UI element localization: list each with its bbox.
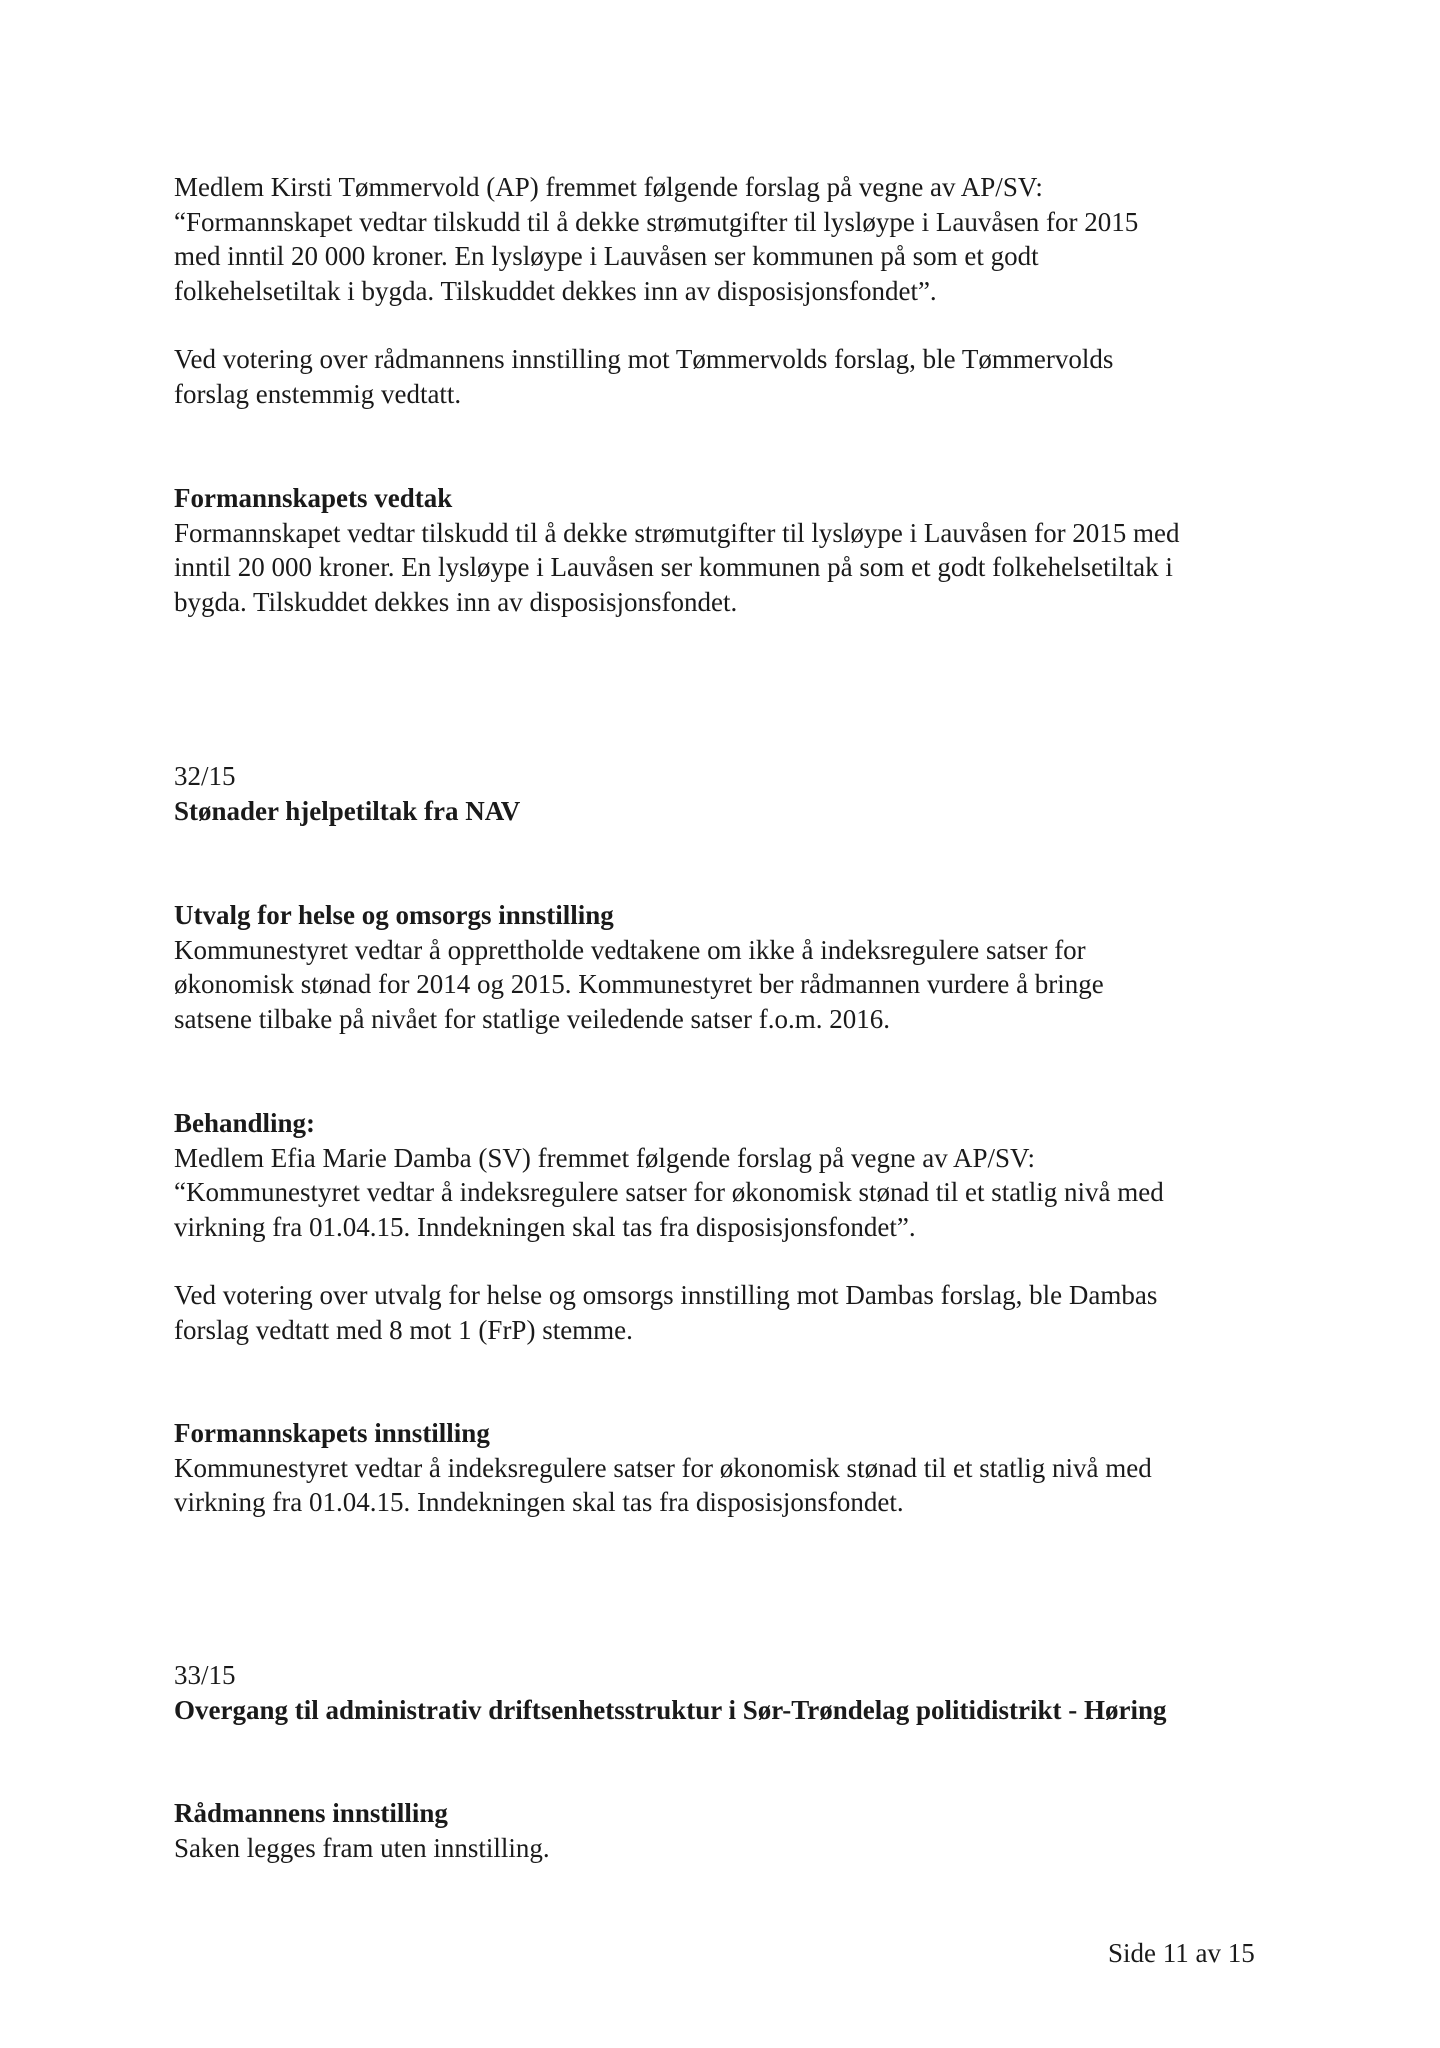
text-line: Medlem Kirsti Tømmervold (AP) fremmet følgende forslag på vegne av AP/SV: bbox=[174, 172, 1043, 202]
case-title: Stønader hjelpetiltak fra NAV bbox=[174, 795, 521, 826]
text-line: Ved votering over rådmannens innstilling mot Tømmervolds forslag, ble Tømmervolds bbox=[174, 344, 1114, 374]
text-line: Ved votering over utvalg for helse og omsorgs innstilling mot Dambas forslag, ble Dambas bbox=[174, 1280, 1158, 1310]
case-header-32-15 bbox=[174, 759, 1294, 828]
text-line: bygda. Tilskuddet dekkes inn av disposisjonsfondet. bbox=[174, 586, 738, 617]
section-heading: Formannskapets vedtak bbox=[174, 483, 453, 513]
text-line: Saken legges fram uten innstilling. bbox=[174, 1832, 550, 1863]
text-line: “Kommunestyret vedtar å indeksregulere satser for økonomisk stønad til et statlig nivå med bbox=[174, 1177, 1164, 1207]
vote-paragraph bbox=[174, 1278, 1294, 1347]
text-line: virkning fra 01.04.15. Inndekningen skal tas fra disposisjonsfondet. bbox=[174, 1487, 904, 1517]
text-line: økonomisk stønad for 2014 og 2015. Kommunestyret ber rådmannen vurdere å bringe bbox=[174, 969, 1104, 999]
behandling-section bbox=[174, 1106, 1294, 1244]
text-line: Kommunestyret vedtar å opprettholde vedtakene om ikke å indeksregulere satser for bbox=[174, 934, 1086, 965]
text-line: folkehelsetiltak i bygda. Tilskuddet dekkes inn av disposisjonsfondet”. bbox=[174, 275, 937, 306]
utvalg-innstilling-section bbox=[174, 898, 1294, 1036]
case-title: Overgang til administrativ driftsenhetsstruktur i Sør-Trøndelag politidistrikt - Høring bbox=[174, 1694, 1167, 1725]
section-heading: Utvalg for helse og omsorgs innstilling bbox=[174, 900, 614, 930]
text-line: forslag vedtatt med 8 mot 1 (FrP) stemme. bbox=[174, 1314, 633, 1345]
section-heading: Formannskapets innstilling bbox=[174, 1418, 490, 1448]
text-line: Formannskapet vedtar tilskudd til å dekke strømutgifter til lysløype i Lauvåsen for 2015 med bbox=[174, 517, 1180, 548]
formannskapets-vedtak-section bbox=[174, 481, 1294, 619]
text-line: Kommunestyret vedtar å indeksregulere satser for økonomisk stønad til et statlig nivå med bbox=[174, 1452, 1152, 1483]
section-heading: Rådmannens innstilling bbox=[174, 1798, 448, 1828]
text-line: Medlem Efia Marie Damba (SV) fremmet følgende forslag på vegne av AP/SV: bbox=[174, 1142, 1035, 1173]
text-line: virkning fra 01.04.15. Inndekningen skal tas fra disposisjonsfondet”. bbox=[174, 1211, 916, 1242]
page-number: Side 11 av 15 bbox=[1108, 1938, 1255, 1968]
case-header-33-15 bbox=[174, 1658, 1294, 1727]
section-heading: Behandling: bbox=[174, 1108, 316, 1138]
text-line: med inntil 20 000 kroner. En lysløype i Lauvåsen ser kommunen på som et godt bbox=[174, 241, 1039, 271]
vote-paragraph bbox=[174, 342, 1294, 411]
formannskapets-innstilling-section bbox=[174, 1416, 1294, 1520]
radmannens-innstilling-section bbox=[174, 1796, 1294, 1865]
text-line: satsene tilbake på nivået for statlige veiledende satser f.o.m. 2016. bbox=[174, 1003, 891, 1034]
case-number: 32/15 bbox=[174, 761, 236, 791]
text-line: forslag enstemmig vedtatt. bbox=[174, 378, 462, 409]
proposal-paragraph bbox=[174, 170, 1294, 308]
text-line: “Formannskapet vedtar tilskudd til å dekke strømutgifter til lysløype i Lauvåsen for 2015 bbox=[174, 206, 1139, 237]
case-number: 33/15 bbox=[174, 1660, 236, 1690]
text-line: inntil 20 000 kroner. En lysløype i Lauvåsen ser kommunen på som et godt folkehelsetiltak i bbox=[174, 552, 1173, 582]
